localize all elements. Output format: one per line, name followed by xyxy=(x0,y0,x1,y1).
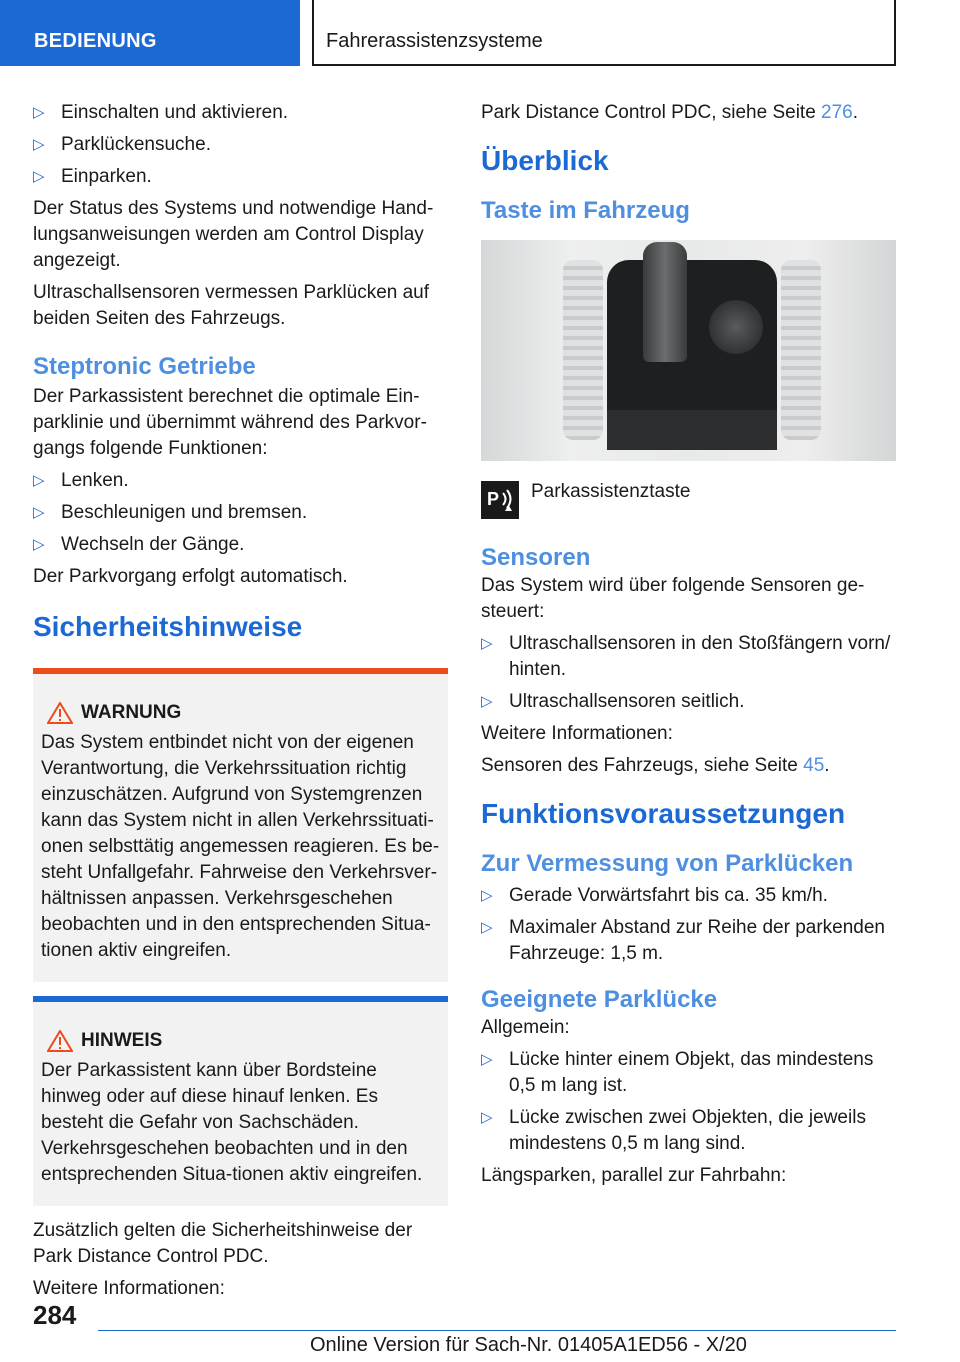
list-item: ▷ Einparken. xyxy=(33,164,448,190)
paragraph: Allgemein: xyxy=(481,1017,570,1038)
triangle-bullet-icon: ▷ xyxy=(481,693,493,710)
heading-suitable: Geeignete Parklücke xyxy=(481,986,718,1013)
hint-triangle-icon xyxy=(47,1030,73,1052)
triangle-bullet-icon: ▷ xyxy=(33,536,45,553)
hint-box xyxy=(33,996,448,1206)
triangle-bullet-icon: ▷ xyxy=(481,1109,493,1126)
list-item: ▷ Lenken. xyxy=(33,468,448,494)
list-item: ▷ Gerade Vorwärtsfahrt bis ca. 35 km/h. xyxy=(481,883,896,909)
list-item: ▷ Lücke hinter einem Objekt, das mindestens 0,5 m lang ist. xyxy=(481,1049,874,1096)
list-item: ▷ Lücke zwischen zwei Objekten, die jeweils mindestens 0,5 m lang sind. xyxy=(481,1107,866,1154)
paragraph: Längsparken, parallel zur Fahrbahn: xyxy=(481,1165,787,1186)
heading-overview: Überblick xyxy=(481,145,609,176)
page-number: 284 xyxy=(33,1300,77,1330)
heading-safety: Sicherheitshinweise xyxy=(33,611,303,642)
park-assist-icon xyxy=(481,481,519,519)
park-assist-button-row xyxy=(481,475,896,535)
heading-sensors: Sensoren xyxy=(481,544,591,571)
controller-knob xyxy=(709,300,763,354)
chapter-title: Fahrerassistenzsysteme xyxy=(326,30,543,52)
list-item: ▷ Beschleunigen und bremsen. xyxy=(33,500,448,526)
list-item: ▷ Ultraschallsensoren seitlich. xyxy=(481,689,896,715)
paragraph: Der Status des Systems und notwendige Hand-lungsanweisungen werden am Control Display angezeigt. xyxy=(33,198,434,271)
park-assist-label: Parkassistenztaste xyxy=(531,481,691,502)
page-link-276[interactable]: 276 xyxy=(821,102,853,123)
warning-box xyxy=(33,668,448,982)
heading-steptronic: Steptronic Getriebe xyxy=(33,353,256,380)
paragraph: Das System wird über folgende Sensoren ge-steuert: xyxy=(481,575,865,622)
list-item: ▷ Einschalten und aktivieren. xyxy=(33,100,448,126)
triangle-bullet-icon: ▷ xyxy=(481,635,493,652)
list-item: ▷ Parklückensuche. xyxy=(33,132,448,158)
triangle-bullet-icon: ▷ xyxy=(33,504,45,521)
paragraph: Zusätzlich gelten die Sicherheitshinweise der Park Distance Control PDC. xyxy=(33,1220,413,1267)
paragraph: Sensoren des Fahrzeugs, siehe Seite 45. xyxy=(481,755,830,776)
warning-text: Das System entbindet nicht von der eigenen Verantwortung, die Verkehrssituation richtig einzuschätzen. Aufgrund von Systemgrenzen kann das System nicht in allen Verkehrssituati-onen selbsttätig angemessen reagieren. Es be-steht Unfallgefahr. Fahrweise den Verkehrsver-hältnissen anpassen. Verkehrsgeschehen beobachten und in den entsprechenden Situa-tionen aktiv eingreifen. xyxy=(41,732,440,961)
footer-online-version: Online Version für Sach-Nr. 01405A1ED56 - X/20 xyxy=(310,1334,747,1356)
footer-rule xyxy=(98,1330,896,1331)
chapter-tab xyxy=(312,0,896,66)
triangle-bullet-icon: ▷ xyxy=(33,136,45,153)
paragraph: Der Parkvorgang erfolgt automatisch. xyxy=(33,566,348,587)
triangle-bullet-icon: ▷ xyxy=(33,472,45,489)
heading-requirements: Funktionsvoraussetzungen xyxy=(481,798,846,829)
svg-text:P: P xyxy=(487,489,500,509)
section-tab xyxy=(0,0,300,66)
list-item: ▷ Maximaler Abstand zur Reihe der parkenden Fahrzeuge: 1,5 m. xyxy=(481,917,885,964)
hint-title: HINWEIS xyxy=(81,1030,163,1051)
section-title: BEDIENUNG xyxy=(34,30,157,52)
page-link-45[interactable]: 45 xyxy=(803,755,825,776)
paragraph: Ultraschallsensoren vermessen Parklücken auf beiden Seiten des Fahrzeugs. xyxy=(33,282,430,329)
heading-measure: Zur Vermessung von Parklücken xyxy=(481,850,854,877)
triangle-bullet-icon: ▷ xyxy=(481,1051,493,1068)
left-column xyxy=(33,100,448,1308)
paragraph: Park Distance Control PDC, siehe Seite 276. xyxy=(481,102,859,123)
triangle-bullet-icon: ▷ xyxy=(481,887,493,904)
gear-selector xyxy=(643,242,687,362)
list-item: ▷ Ultraschallsensoren in den Stoßfängern vorn/ hinten. xyxy=(481,633,891,680)
warning-title: WARNUNG xyxy=(81,702,182,723)
triangle-bullet-icon: ▷ xyxy=(481,919,493,936)
paragraph: Weitere Informationen: xyxy=(33,1278,225,1299)
triangle-bullet-icon: ▷ xyxy=(33,104,45,121)
hint-text: Der Parkassistent kann über Bordsteine hinweg oder auf diese hinauf lenken. Es besteht die Gefahr von Sachschäden. Verkehrsgeschehen beobachten und in den entsprechenden Situa-tionen aktiv eingreifen. xyxy=(41,1060,423,1185)
warning-triangle-icon xyxy=(47,702,73,724)
right-column xyxy=(481,100,896,1195)
triangle-bullet-icon: ▷ xyxy=(33,168,45,185)
list-item: ▷ Wechseln der Gänge. xyxy=(33,532,448,558)
paragraph: Der Parkassistent berechnet die optimale Ein-parklinie und übernimmt während des Parkvor-gangs folgende Funktionen: xyxy=(33,386,427,459)
center-console-photo xyxy=(481,240,896,461)
heading-button: Taste im Fahrzeug xyxy=(481,197,690,224)
paragraph: Weitere Informationen: xyxy=(481,723,673,744)
